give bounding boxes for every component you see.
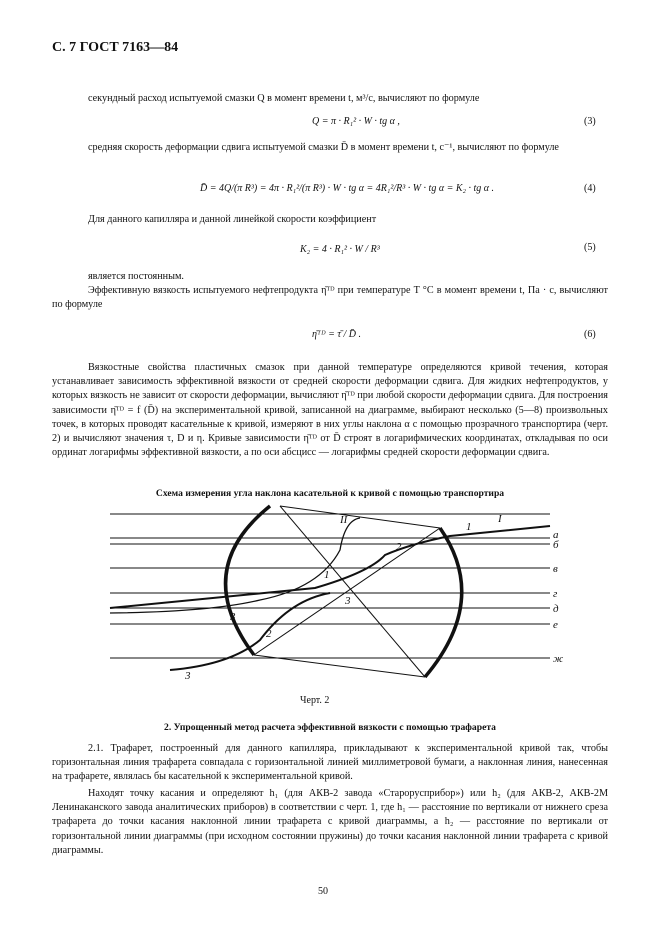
- paragraph-shear-rate: средняя скорость деформации сдвига испытуемой смазки D̄ в момент времени t, с⁻¹, вычисляют по формуле: [88, 142, 559, 153]
- paragraph-viscosity-properties: Вязкостные свойства пластичных смазок при данной температуре определяются кривой течения, которая устанавливает зависимость эффективной вязкости от средней скорости деформации сдвига. Для жидких нефтепродуктов, у которых вязкость не зависит от скорости деформации, вычисляют η̄ᵀᴰ при любой скорости деформации сдвига. Для построения зависимости η̄ᵀᴰ = f (D̄) на экспериментальной кривой, записанной на диаграмме, выбирают несколько (5—8) произвольных точек, в которых проводят касательные к кривой, измеряют в них углы наклона α с помощью прозрачного транспортира (черт. 2) и вычисляют значения τ, D и η. Кривые зависимости η̄ᵀᴰ от D̄ строят в логарифмических координатах, откладывая по оси ординат логарифмы эффективной вязкости, а по оси абсцисс — логарифмы средней скорости деформации сдвига.: [52, 362, 608, 459]
- protractor-top-edge: [280, 506, 440, 528]
- paragraph-effective-viscosity: Эффективную вязкость испытуемого нефтепродукта η̄ᵀᴰ при температуре T °C в момент времени t, Па · с, вычисляют по формуле: [52, 285, 608, 311]
- formula-4: D̄ = 4Q/(π R³) = 4π · R₁²/(π R³) · W · tg α = 4R₁²/R³ · W · tg α = K₂ · tg α .: [200, 183, 494, 194]
- label-I: I: [498, 513, 502, 525]
- label-d: д: [553, 603, 559, 615]
- label-2a: 2: [396, 541, 402, 553]
- paragraph-flow-rate: секундный расход испытуемой смазки Q в момент времени t, м³/с, вычисляют по формуле: [88, 93, 480, 104]
- formula-5-number: (5): [584, 242, 596, 253]
- paragraph-constant: является постоянным.: [88, 271, 184, 282]
- paragraph-stencil: 2.1. Трафарет, построенный для данного капилляра, прикладывают к экспериментальной кривой так, чтобы горизонтальная линия трафарета совпадала с горизонтальной линией миллиметровой бумаги, а наклонная линия, нанесенная на трафарете, являлась бы касательной к экспериментальной кривой.: [52, 743, 608, 783]
- page-number: 50: [318, 886, 328, 897]
- section-title: 2. Упрощенный метод расчета эффективной вязкости с помощью трафарета: [164, 722, 496, 733]
- label-2b: 2: [266, 628, 272, 640]
- paragraph-touch-point: Находят точку касания и определяют h₁ (для АКВ-2 завода «Старорусприбор») или h₂ (для АКВ-2, АКВ-2М Ленинаканского завода аналитических приборов) в соответствии с черт. 1, где h₁ — расстояние по вертикали от нижнего среза трафарета до точки касания наклонной линии трафарета с кривой диаграммы, а h₂ — расстояние по вертикали от горизонтальной линии диаграммы (при исходном состоянии пружины) до точки касания наклонной линии трафарета с кривой диаграммы.: [52, 788, 608, 856]
- protractor-right-scale: [425, 528, 462, 677]
- label-a: а: [553, 529, 559, 541]
- protractor-diagram: [90, 500, 580, 690]
- label-zh: ж: [553, 653, 564, 665]
- label-3c: 3: [185, 670, 191, 682]
- label-3b: 3: [230, 611, 236, 623]
- figure-caption: Черт. 2: [300, 695, 330, 706]
- formula-3-number: (3): [584, 116, 596, 127]
- protractor-diagonal-1: [280, 506, 425, 677]
- formula-6-number: (6): [584, 329, 596, 340]
- curve-II: [110, 518, 360, 613]
- paragraph-coefficient: Для данного капилляра и данной линейкой скорости коэффициент: [88, 214, 377, 225]
- formula-3: Q = π · R₁² · W · tg α ,: [312, 116, 400, 127]
- grid-lines: [110, 514, 550, 658]
- label-b: б: [553, 539, 559, 551]
- formula-6: η̄ᵀᴰ = τ̄ / D̄ .: [312, 329, 361, 340]
- label-1a: 1: [466, 521, 472, 533]
- label-II: II: [340, 514, 348, 526]
- protractor-left-scale: [226, 506, 270, 655]
- formula-5: K₂ = 4 · R₁² · W / R³: [300, 244, 380, 255]
- label-v: в: [553, 563, 558, 575]
- page-header: С. 7 ГОСТ 7163—84: [52, 40, 179, 55]
- formula-4-number: (4): [584, 183, 596, 194]
- label-g: г: [553, 588, 558, 600]
- label-1b: 1: [324, 569, 330, 581]
- figure-title: Схема измерения угла наклона касательной к кривой с помощью транспортира: [155, 488, 505, 499]
- label-3a: 3: [345, 595, 351, 607]
- label-e: е: [553, 619, 558, 631]
